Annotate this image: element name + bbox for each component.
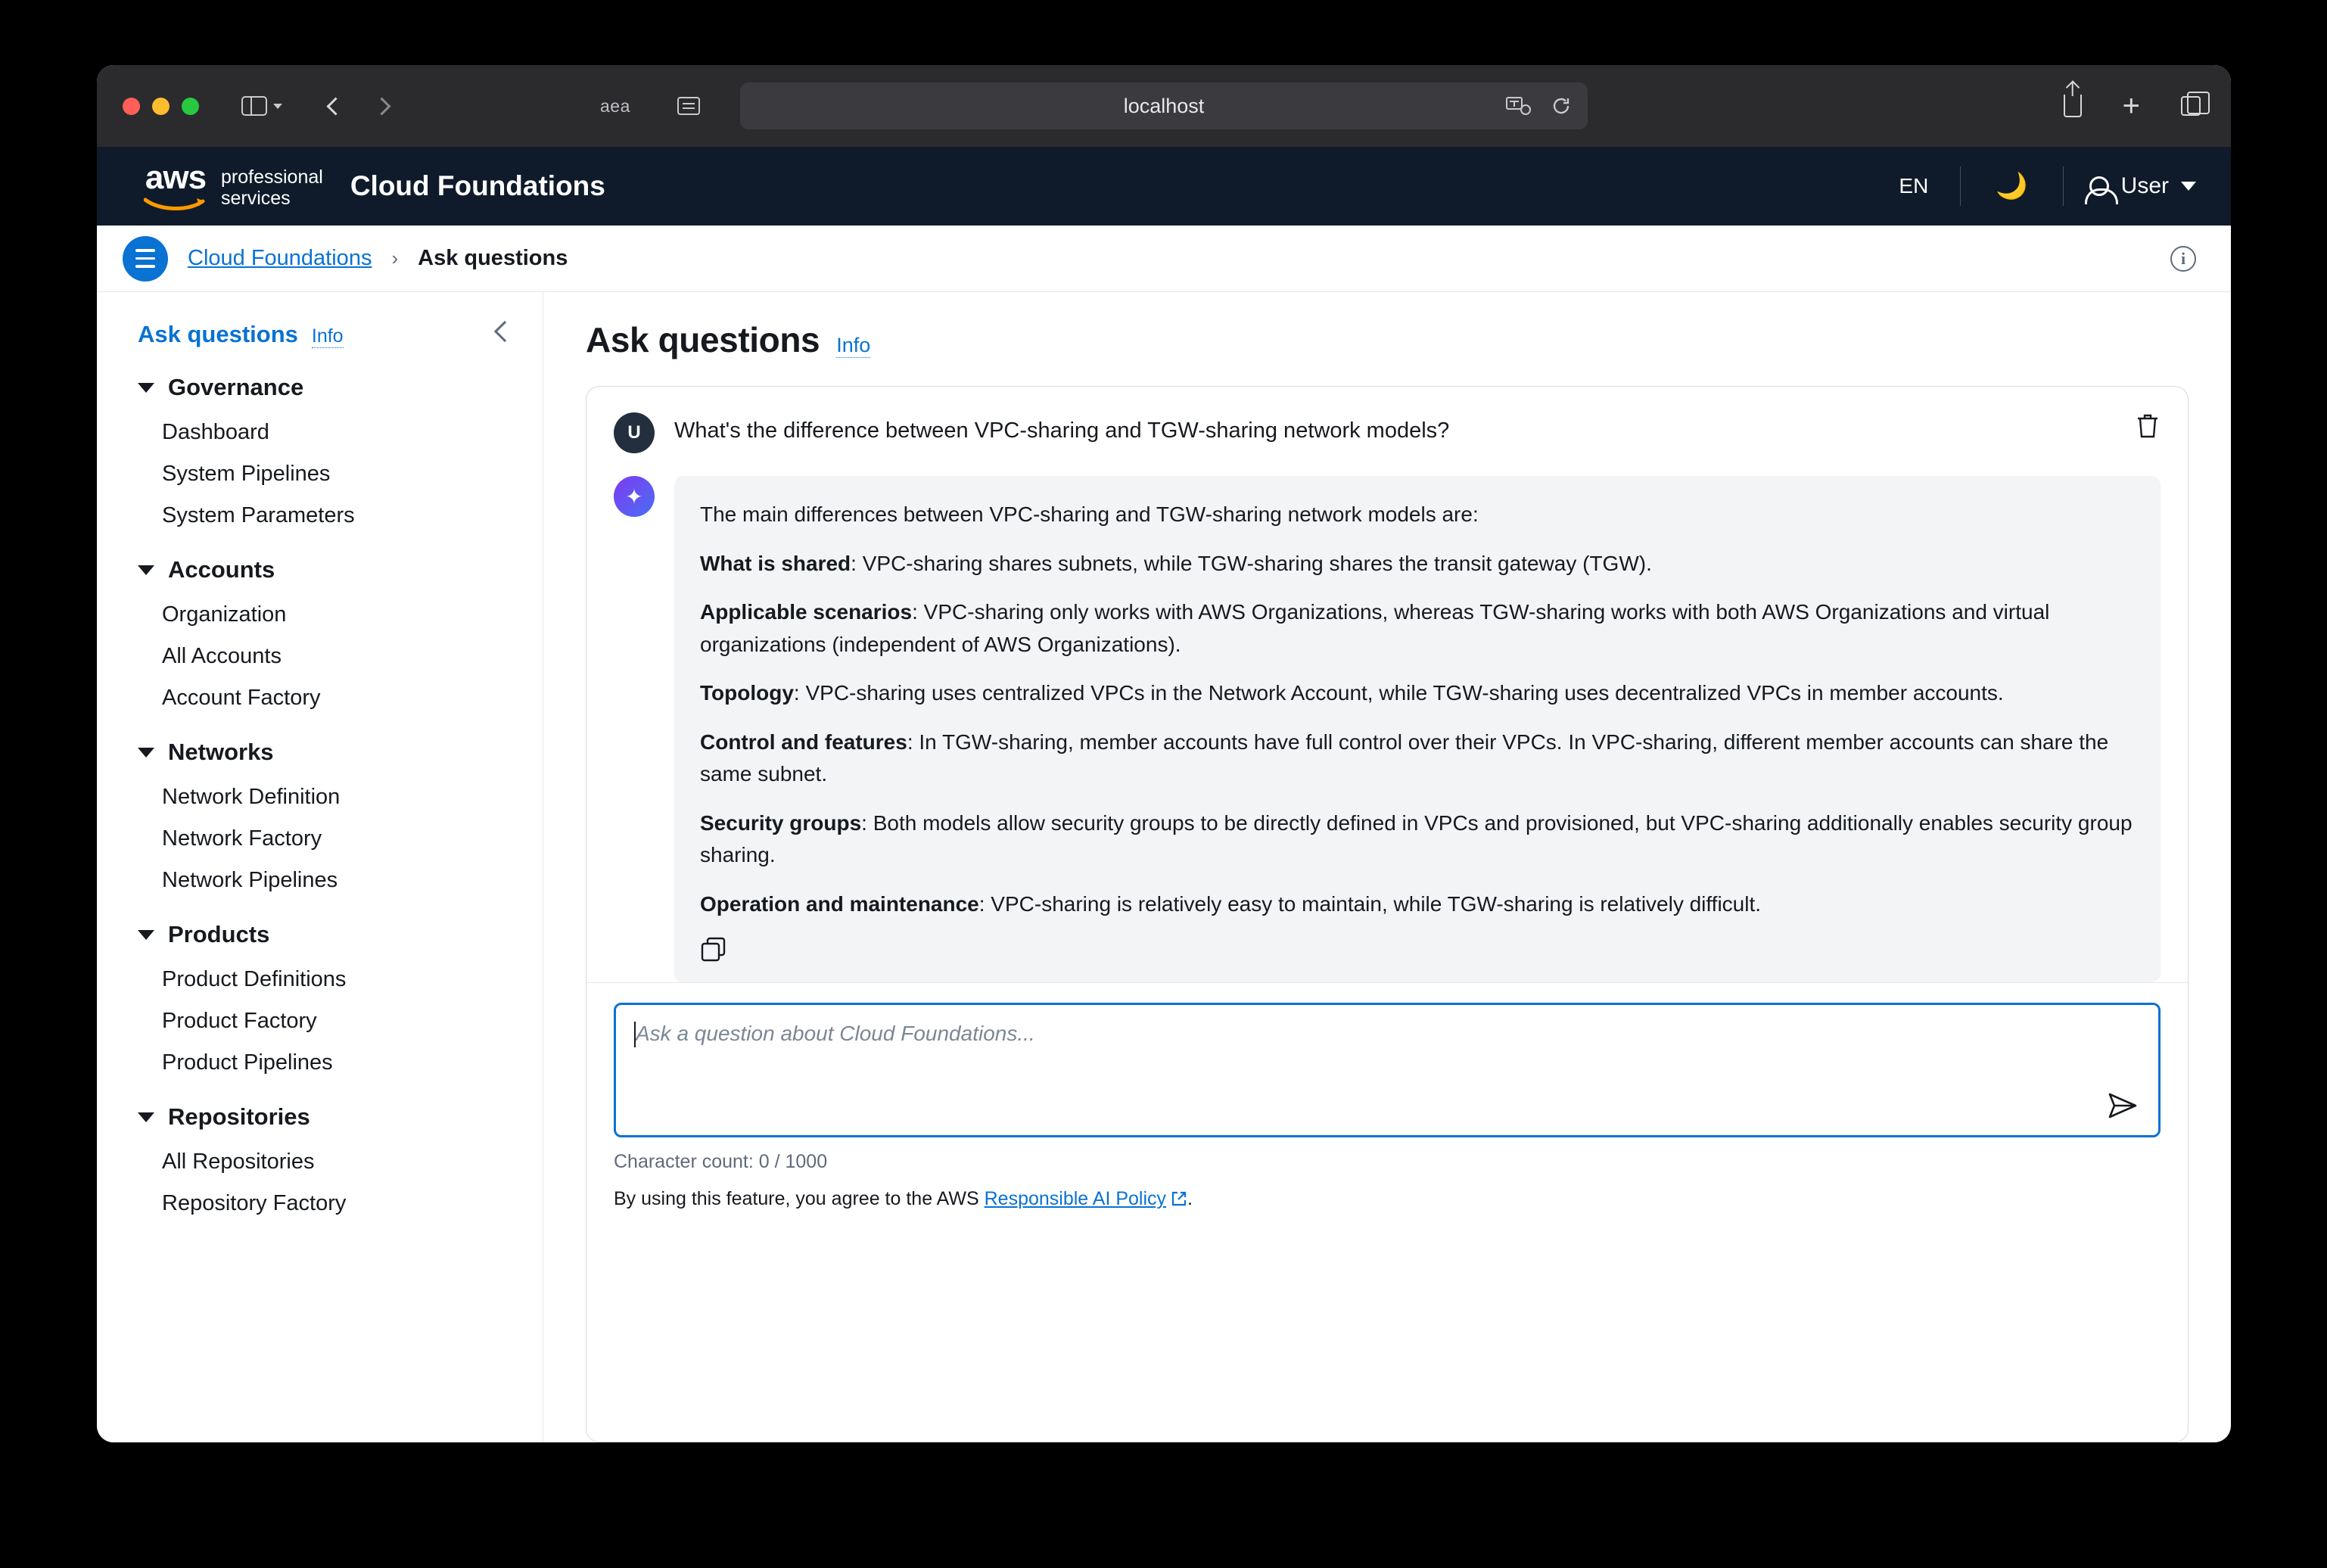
assistant-point-term: Control and features: [700, 730, 907, 754]
app-title: Cloud Foundations: [350, 170, 605, 201]
translate-icon[interactable]: [1506, 95, 1532, 117]
nav-group-header[interactable]: [138, 921, 512, 948]
send-icon[interactable]: [2107, 1090, 2139, 1122]
sidebar-item-product-pipelines[interactable]: Product Pipelines: [162, 1050, 333, 1075]
nav-group-label: Governance: [168, 374, 304, 400]
assistant-point-text: : VPC-sharing uses centralized VPCs in the Network Account, while TGW-sharing uses decentralized VPCs in member accounts.: [793, 681, 2004, 705]
nav-group-label: Networks: [168, 739, 274, 765]
assistant-point-text: : Both models allow security groups to be directly defined in VPCs and provisioned, but VPC-sharing additionally enables security group sharing.: [700, 810, 2133, 867]
assistant-point-text: : VPC-sharing shares subnets, while TGW-sharing shares the transit gateway (TGW).: [851, 551, 1652, 575]
assistant-point-text: : In TGW-sharing, member accounts have full control over their VPCs. In VPC-sharing, different member accounts can share the same subnet.: [700, 730, 2109, 786]
sidebar-item-system-parameters[interactable]: System Parameters: [162, 503, 355, 527]
address-bar-left-icons: [600, 96, 700, 117]
page-header: [586, 319, 2189, 360]
sidebar-toggle-button[interactable]: [241, 96, 282, 116]
chat-panel: [586, 386, 2189, 1442]
share-icon[interactable]: [2064, 95, 2082, 117]
side-navigation-info-link[interactable]: Info: [311, 325, 344, 347]
user-menu[interactable]: [2064, 173, 2196, 199]
window-traffic-lights[interactable]: [123, 98, 199, 115]
assistant-point-term: Operation and maintenance: [700, 891, 979, 916]
chevron-down-icon: [138, 383, 154, 393]
sidebar-item-system-pipelines[interactable]: System Pipelines: [162, 462, 331, 486]
language-selector[interactable]: EN: [1899, 174, 1929, 198]
show-tabs-icon[interactable]: [2181, 96, 2201, 116]
brand-sub-line2: services: [221, 188, 291, 210]
nav-group-header[interactable]: [138, 374, 512, 401]
assistant-point-term: Topology: [700, 681, 794, 705]
side-navigation-header: [138, 321, 512, 348]
sidebar-item-network-factory[interactable]: Network Factory: [162, 826, 322, 851]
moon-icon[interactable]: 🌙: [1996, 172, 2028, 201]
brand-sub-line1: professional: [221, 166, 323, 188]
sidebar-item-dashboard[interactable]: Dashboard: [162, 420, 269, 444]
assistant-message-bubble: [674, 476, 2161, 982]
text-caret: [634, 1022, 636, 1047]
assistant-point-term: Security groups: [700, 810, 862, 835]
assistant-message-row: [614, 476, 2161, 982]
assistant-point: [700, 548, 2135, 580]
new-tab-icon[interactable]: +: [2122, 89, 2140, 123]
assistant-point: [700, 677, 2135, 710]
top-nav-utilities: [1867, 166, 2196, 206]
assistant-point: [700, 726, 2135, 791]
breadcrumb-separator: ›: [391, 247, 399, 269]
browser-window: [97, 65, 2231, 1442]
question-input-placeholder: Ask a question about Cloud Foundations...: [636, 1022, 1035, 1046]
breadcrumb: [97, 226, 2231, 292]
assistant-point-term: Applicable scenarios: [700, 600, 913, 624]
sidebar-item-all-repositories[interactable]: All Repositories: [162, 1150, 315, 1174]
reload-icon[interactable]: [1551, 96, 1571, 116]
assistant-intro: The main differences between VPC-sharing and TGW-sharing network models are:: [700, 502, 1479, 526]
minimize-window-button[interactable]: [152, 98, 170, 115]
composer-area: [586, 982, 2188, 1230]
assistant-point-term: What is shared: [700, 551, 851, 575]
nav-group-products: [138, 921, 512, 1084]
side-navigation: [97, 292, 543, 1442]
navigation-arrows[interactable]: [329, 100, 388, 113]
chat-message-list: [586, 387, 2188, 982]
breadcrumb-item-current: Ask questions: [418, 246, 568, 270]
sidebar-item-network-definition[interactable]: Network Definition: [162, 785, 341, 809]
assistant-point-text: : VPC-sharing only works with AWS Organizations, whereas TGW-sharing works with both AWS Organizations and virtual organizations (independent of AWS Organizations).: [700, 600, 2050, 656]
page-info-link[interactable]: Info: [836, 334, 871, 356]
url-text: localhost: [1123, 94, 1205, 117]
hamburger-menu-icon[interactable]: [123, 236, 168, 282]
character-count: Character count: 0 / 1000: [614, 1151, 828, 1173]
chevron-down-icon: [138, 1112, 154, 1122]
disclaimer-prefix: By using this feature, you agree to the AWS: [614, 1188, 985, 1210]
user-name: User: [2120, 173, 2169, 198]
sidebar-icon: [241, 96, 267, 116]
sparkle-icon: ✦: [614, 476, 655, 517]
external-link-icon: [1171, 1190, 1187, 1207]
responsible-ai-policy-link[interactable]: Responsible AI Policy: [984, 1188, 1167, 1210]
sidebar-item-organization[interactable]: Organization: [162, 602, 287, 627]
chevron-down-icon: [138, 565, 154, 575]
avatar: [2089, 176, 2109, 196]
nav-group-label: Accounts: [168, 556, 275, 583]
chevron-down-icon: [2181, 182, 2196, 191]
close-window-button[interactable]: [123, 98, 140, 115]
disclaimer: [614, 1188, 2161, 1210]
nav-group-label: Products: [168, 921, 270, 947]
avatar: U: [614, 412, 655, 453]
question-input[interactable]: [614, 1003, 2161, 1137]
sidebar-item-product-definitions[interactable]: Product Definitions: [162, 967, 347, 991]
aws-logo[interactable]: [144, 159, 323, 210]
assistant-point: [700, 807, 2135, 872]
back-button-icon[interactable]: [326, 97, 344, 115]
collapse-left-icon[interactable]: [494, 321, 515, 342]
sidebar-item-account-factory[interactable]: Account Factory: [162, 686, 321, 710]
nav-group-header[interactable]: [138, 1103, 512, 1131]
chevron-down-icon: [273, 104, 282, 109]
info-icon[interactable]: i: [2170, 246, 2196, 272]
breadcrumb-item-root[interactable]: Cloud Foundations: [188, 246, 372, 270]
nav-group-header[interactable]: [138, 556, 512, 583]
nav-group-repositories: [138, 1103, 512, 1224]
text-size-icon[interactable]: aea: [600, 95, 630, 116]
nav-group-governance: [138, 374, 512, 537]
copy-icon[interactable]: [700, 937, 727, 963]
side-navigation-title[interactable]: Ask questions: [138, 321, 298, 347]
professional-services-label: [221, 162, 323, 209]
sidebar-item-all-accounts[interactable]: All Accounts: [162, 644, 282, 668]
address-bar[interactable]: [600, 82, 1588, 129]
sidebar-item-product-factory[interactable]: Product Factory: [162, 1009, 317, 1033]
nav-group-label: Repositories: [168, 1103, 310, 1130]
aws-top-navigation: [97, 147, 2231, 226]
reader-view-icon[interactable]: [677, 97, 700, 115]
aws-smile-icon: [144, 195, 207, 210]
chrome-right-buttons: [2064, 91, 2201, 121]
nav-group-header[interactable]: [138, 739, 512, 766]
aws-wordmark: aws: [145, 159, 207, 197]
nav-group-networks: [138, 739, 512, 901]
trash-icon[interactable]: [2135, 412, 2161, 440]
address-bar-right-icons: [1506, 95, 1571, 117]
main-content: [543, 292, 2231, 1442]
sidebar-item-network-pipelines[interactable]: Network Pipelines: [162, 868, 338, 892]
page-body: [97, 292, 2231, 1442]
page-title: Ask questions: [586, 320, 820, 359]
chevron-down-icon: [138, 748, 154, 758]
assistant-point: [700, 888, 2135, 921]
nav-group-accounts: [138, 556, 512, 719]
disclaimer-suffix: .: [1187, 1188, 1193, 1210]
maximize-window-button[interactable]: [182, 98, 199, 115]
chevron-down-icon: [138, 930, 154, 940]
sidebar-item-repository-factory[interactable]: Repository Factory: [162, 1191, 347, 1215]
user-message-row: [614, 412, 2161, 465]
forward-button-icon[interactable]: [372, 97, 390, 115]
assistant-point-text: : VPC-sharing is relatively easy to maintain, while TGW-sharing is relatively difficult.: [978, 891, 1762, 916]
user-message-text: What's the difference between VPC-sharing and TGW-sharing network models?: [674, 418, 1450, 443]
browser-chrome: [97, 65, 2231, 147]
assistant-point: [700, 596, 2135, 661]
